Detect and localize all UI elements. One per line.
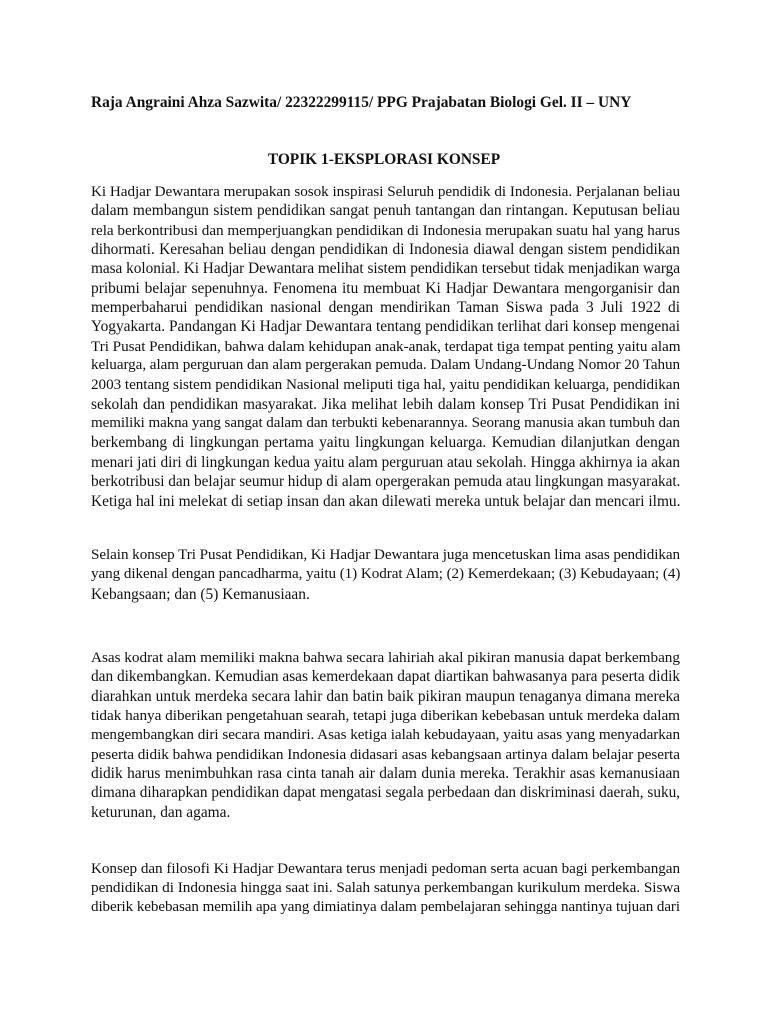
text-line: Ki Hadjar Dewantara merupakan sosok inspirasi Seluruh pendidik di Indonesia. Perjalanan beliau <box>91 183 680 200</box>
text-line: sekolah dan pendidikan masyarakat. Jika melihat lebih dalam konsep Tri Pusat Pendidikan ini <box>91 395 680 413</box>
text-line: Tri Pusat Pendidikan, bahwa dalam kehidupan anak-anak, terdapat tiga tempat penting yaitu alam <box>91 337 681 355</box>
text-line: Kebangsaan; dan (5) Kemanusiaan. <box>91 585 310 603</box>
text-line: dalam membangun sistem pendidikan sangat penuh tantangan dan rintangan. Keputusan beliau <box>91 202 680 220</box>
text-line: dihormati. Keresahan beliau dengan pendidikan di Indonesia diawal dengan sistem pendidikan <box>91 241 680 259</box>
text-line: masa kolonial. Ki Hadjar Dewantara melihat sistem pendidikan tersebut tidak menjadikan warga <box>91 260 680 278</box>
document-title: TOPIK 1-EKSPLORASI KONSEP <box>267 151 501 168</box>
text-line: dimana diharapkan pendidikan dapat mengatasi segala perbedaan dan diskriminasi daerah, suku, <box>91 784 680 802</box>
text-line: tidak hanya diberikan pengetahuan searah, tetapi juga diberikan kebebasan untuk merdeka dalam <box>91 707 680 725</box>
text-line: berkembang di lingkungan pertama yaitu lingkungan keluarga. Kemudian dilanjutkan dengan <box>91 434 680 452</box>
text-line: menari jati diri di lingkungan kedua yaitu alam perguruan atau sekolah. Hingga akhirnya ia akan <box>91 453 680 471</box>
paragraph-4 <box>91 859 680 917</box>
text-line: keturunan, dan agama. <box>91 803 231 821</box>
text-line: yang dikenal dengan pancadharma, yaitu (1) Kodrat Alam; (2) Kemerdekaan; (3) Kebudayaan; (4) <box>91 566 681 583</box>
text-line: pendidikan di Indonesia hingga saat ini. Salah satunya perkembangan kurikulum merdeka. Siswa <box>91 879 681 897</box>
text-line: berkotribusi dan belajar seumur hidup di alam opergerakan pemuda atau lingkungan masyarakat. <box>91 473 681 491</box>
text-line: dan dikembangkan. Kemudian asas kemerdekaan dapat diartikan bahwasanya para peserta didik <box>91 668 680 686</box>
text-line: diberik kebebasan memilih apa yang dimiatinya dalam pembelajaran sehingga nantinya tujuan dari <box>91 898 680 915</box>
author-header: Raja Angraini Ahza Sazwita/ 22322299115/ PPG Prajabatan Biologi Gel. II – UNY <box>91 94 632 111</box>
text-line: Ketiga hal ini melekat di setiap insan dan akan dilewati mereka untuk belajar dan mencari ilmu. <box>91 492 681 510</box>
text-line: keluarga, alam perguruan dan alam pergerakan pemuda. Dalam Undang-Undang Nomor 20 Tahun <box>91 357 680 374</box>
text-line: peserta didik bahwa pendidikan Indonesia didasari asas kebangsaan artinya dalam belajar peserta <box>91 745 680 763</box>
text-line: diarahkan untuk merdeka secara lahir dan batin baik pikiran maupun tenaganya dimana mereka <box>91 687 680 705</box>
text-line: 2003 tentang sistem pendidikan Nasional meliputi tiga hal, yaitu pendidikan keluarga, pendidikan <box>91 376 680 394</box>
text-line: Selain konsep Tri Pusat Pendidikan, Ki Hadjar Dewantara juga mencetuskan lima asas pendidikan <box>91 547 680 563</box>
paragraph-3 <box>91 648 680 822</box>
text-line: Konsep dan filosofi Ki Hadjar Dewantara terus menjadi pedoman serta acuan bagi perkembangan <box>91 860 680 877</box>
text-line: rela berkontribusi dan memperjuangkan pendidikan di Indonesia merupakan suatu hal yang harus <box>91 221 680 239</box>
text-line: memperbaharui pendidikan nasional dengan mendirikan Taman Siswa pada 3 Juli 1922 di <box>91 299 680 317</box>
text-line: didik harus menimbuhkan rasa cinta tanah air dalam dunia mereka. Terakhir asas kemanusiaan <box>91 765 680 783</box>
paragraph-2 <box>91 546 680 604</box>
text-line: pribumi belajar sepenuhnya. Fenomena itu membuat Ki Hadjar Dewantara mengorganisir dan <box>91 279 680 297</box>
text-line: Asas kodrat alam memiliki makna bahwa secara lahiriah akal pikiran manusia dapat berkembang <box>91 649 680 666</box>
text-line: mengembangkan diri secara mandiri. Asas ketiga ialah kebudayaan, yaitu asas yang menyadarkan <box>91 726 681 744</box>
text-line: Yogyakarta. Pandangan Ki Hadjar Dewantara tentang pendidikan terlihat dari konsep mengenai <box>91 318 680 336</box>
text-line: memiliki makna yang sangat dalam dan terbukti kebenarannya. Seorang manusia akan tumbuh dan <box>91 415 680 432</box>
paragraph-1 <box>91 182 680 511</box>
